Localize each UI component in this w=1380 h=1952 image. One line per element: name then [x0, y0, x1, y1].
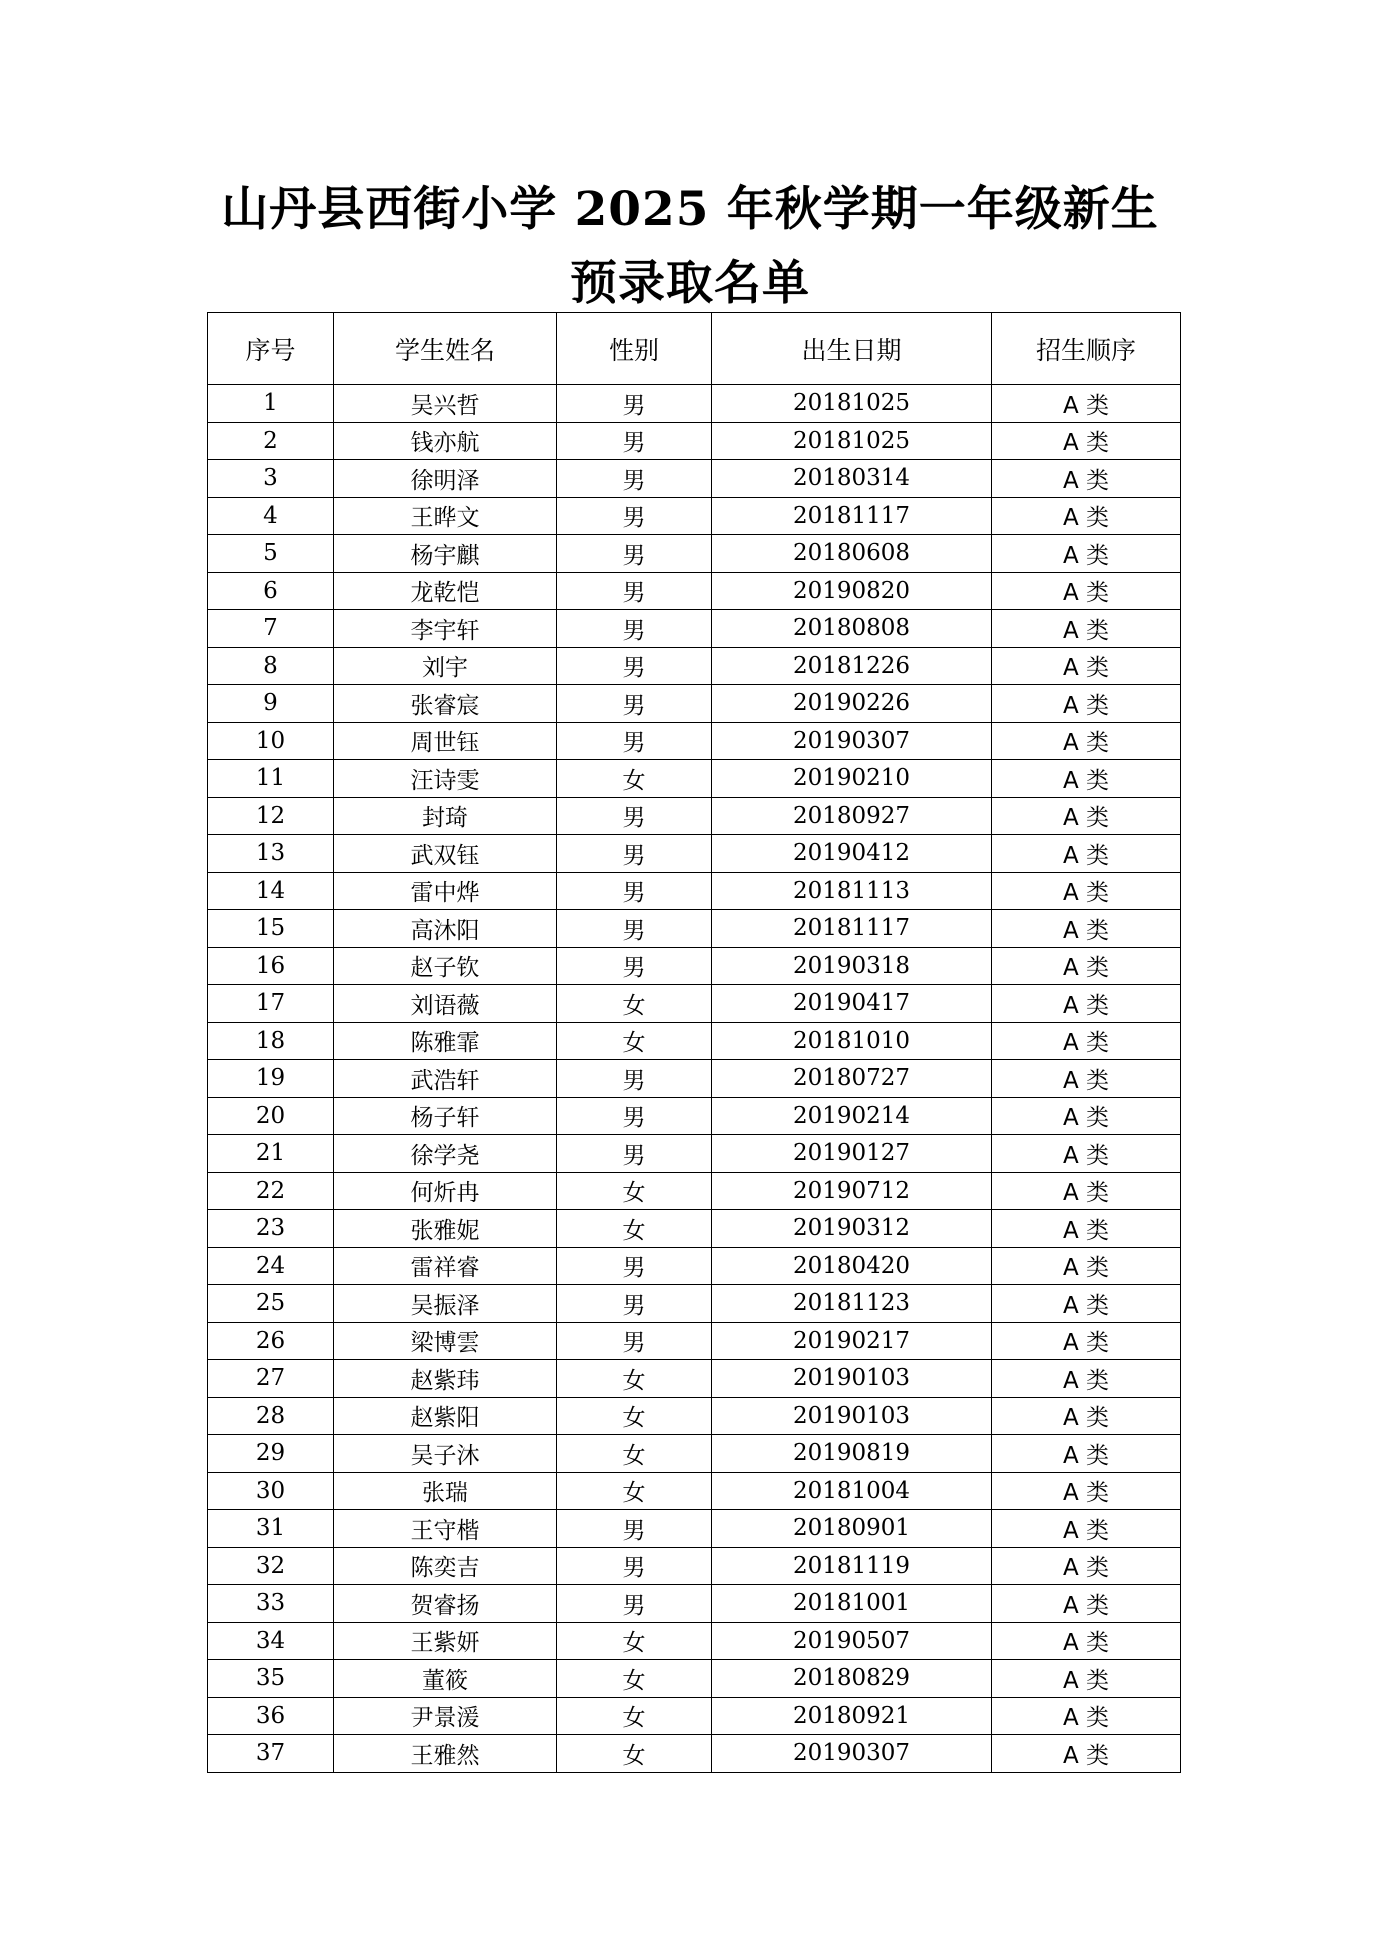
- cell-gender: 男: [557, 1547, 712, 1585]
- cell-birth-date: 20181123: [712, 1285, 992, 1323]
- cell-serial-number: 15: [208, 910, 334, 948]
- cell-serial-number: 10: [208, 722, 334, 760]
- cell-serial-number: 22: [208, 1172, 334, 1210]
- table-row: [208, 1435, 1181, 1473]
- cell-enrollment-order: A 类: [992, 1585, 1181, 1623]
- cell-serial-number: 1: [208, 385, 334, 423]
- cell-student-name: 吴子沐: [334, 1435, 557, 1473]
- cell-enrollment-order: A 类: [992, 385, 1181, 423]
- cell-student-name: 封琦: [334, 797, 557, 835]
- cell-gender: 男: [557, 610, 712, 648]
- cell-gender: 男: [557, 685, 712, 723]
- cell-enrollment-order: A 类: [992, 1472, 1181, 1510]
- cell-student-name: 董筱: [334, 1660, 557, 1698]
- cell-gender: 男: [557, 835, 712, 873]
- table-row: [208, 947, 1181, 985]
- cell-gender: 男: [557, 910, 712, 948]
- cell-gender: 男: [557, 572, 712, 610]
- cell-enrollment-order: A 类: [992, 647, 1181, 685]
- cell-enrollment-order: A 类: [992, 1697, 1181, 1735]
- cell-birth-date: 20190820: [712, 572, 992, 610]
- cell-gender: 男: [557, 1285, 712, 1323]
- table-row: [208, 1285, 1181, 1323]
- cell-gender: 男: [557, 1322, 712, 1360]
- cell-serial-number: 16: [208, 947, 334, 985]
- table-row: [208, 797, 1181, 835]
- cell-student-name: 武浩轩: [334, 1060, 557, 1098]
- table-row: [208, 497, 1181, 535]
- cell-enrollment-order: A 类: [992, 1172, 1181, 1210]
- table-row: [208, 460, 1181, 498]
- cell-serial-number: 29: [208, 1435, 334, 1473]
- cell-enrollment-order: A 类: [992, 610, 1181, 648]
- cell-student-name: 贺睿扬: [334, 1585, 557, 1623]
- cell-gender: 女: [557, 1172, 712, 1210]
- table-row: [208, 385, 1181, 423]
- cell-birth-date: 20190103: [712, 1397, 992, 1435]
- cell-serial-number: 7: [208, 610, 334, 648]
- cell-birth-date: 20180420: [712, 1247, 992, 1285]
- cell-student-name: 吴兴哲: [334, 385, 557, 423]
- cell-gender: 女: [557, 1472, 712, 1510]
- document-title-line1: 山丹县西街小学 2025 年秋学期一年级新生: [221, 182, 1159, 237]
- cell-serial-number: 12: [208, 797, 334, 835]
- cell-gender: 男: [557, 1097, 712, 1135]
- cell-serial-number: 31: [208, 1510, 334, 1548]
- cell-enrollment-order: A 类: [992, 422, 1181, 460]
- cell-birth-date: 20180727: [712, 1060, 992, 1098]
- cell-birth-date: 20181004: [712, 1472, 992, 1510]
- cell-birth-date: 20190103: [712, 1360, 992, 1398]
- cell-enrollment-order: A 类: [992, 1397, 1181, 1435]
- cell-enrollment-order: A 类: [992, 1547, 1181, 1585]
- cell-student-name: 陈雅霏: [334, 1022, 557, 1060]
- cell-student-name: 徐学尧: [334, 1135, 557, 1173]
- table-row: [208, 1060, 1181, 1098]
- cell-enrollment-order: A 类: [992, 1622, 1181, 1660]
- table-row: [208, 1022, 1181, 1060]
- cell-serial-number: 20: [208, 1097, 334, 1135]
- cell-birth-date: 20190412: [712, 835, 992, 873]
- cell-birth-date: 20190507: [712, 1622, 992, 1660]
- cell-student-name: 张睿宸: [334, 685, 557, 723]
- cell-birth-date: 20180921: [712, 1697, 992, 1735]
- cell-student-name: 刘宇: [334, 647, 557, 685]
- cell-serial-number: 32: [208, 1547, 334, 1585]
- cell-serial-number: 14: [208, 872, 334, 910]
- cell-birth-date: 20190312: [712, 1210, 992, 1248]
- admission-list-table: [207, 312, 1181, 1773]
- cell-birth-date: 20190712: [712, 1172, 992, 1210]
- table-row: [208, 1172, 1181, 1210]
- cell-birth-date: 20190417: [712, 985, 992, 1023]
- cell-serial-number: 36: [208, 1697, 334, 1735]
- cell-serial-number: 26: [208, 1322, 334, 1360]
- cell-student-name: 梁博雲: [334, 1322, 557, 1360]
- cell-birth-date: 20181226: [712, 647, 992, 685]
- table-row: [208, 1472, 1181, 1510]
- cell-enrollment-order: A 类: [992, 460, 1181, 498]
- cell-gender: 男: [557, 385, 712, 423]
- cell-gender: 女: [557, 1397, 712, 1435]
- cell-birth-date: 20190217: [712, 1322, 992, 1360]
- cell-birth-date: 20181117: [712, 497, 992, 535]
- cell-student-name: 高沐阳: [334, 910, 557, 948]
- table-row: [208, 422, 1181, 460]
- cell-student-name: 王晔文: [334, 497, 557, 535]
- cell-serial-number: 8: [208, 647, 334, 685]
- cell-serial-number: 3: [208, 460, 334, 498]
- cell-enrollment-order: A 类: [992, 947, 1181, 985]
- header-serial-number: 序号: [208, 313, 334, 385]
- cell-enrollment-order: A 类: [992, 872, 1181, 910]
- table-row: [208, 722, 1181, 760]
- cell-student-name: 王紫妍: [334, 1622, 557, 1660]
- cell-birth-date: 20180314: [712, 460, 992, 498]
- cell-enrollment-order: A 类: [992, 1210, 1181, 1248]
- cell-gender: 男: [557, 797, 712, 835]
- cell-enrollment-order: A 类: [992, 1735, 1181, 1773]
- cell-enrollment-order: A 类: [992, 1097, 1181, 1135]
- cell-enrollment-order: A 类: [992, 1510, 1181, 1548]
- cell-gender: 女: [557, 1660, 712, 1698]
- cell-serial-number: 5: [208, 535, 334, 573]
- cell-student-name: 汪诗雯: [334, 760, 557, 798]
- table-row: [208, 872, 1181, 910]
- cell-birth-date: 20181010: [712, 1022, 992, 1060]
- cell-student-name: 陈奕吉: [334, 1547, 557, 1585]
- table-row: [208, 572, 1181, 610]
- cell-serial-number: 4: [208, 497, 334, 535]
- cell-birth-date: 20181113: [712, 872, 992, 910]
- cell-enrollment-order: A 类: [992, 1285, 1181, 1323]
- cell-birth-date: 20180808: [712, 610, 992, 648]
- cell-gender: 男: [557, 1135, 712, 1173]
- cell-serial-number: 34: [208, 1622, 334, 1660]
- cell-student-name: 吴振泽: [334, 1285, 557, 1323]
- cell-student-name: 何炘冉: [334, 1172, 557, 1210]
- cell-gender: 男: [557, 460, 712, 498]
- cell-student-name: 雷祥睿: [334, 1247, 557, 1285]
- table-row: [208, 1660, 1181, 1698]
- cell-enrollment-order: A 类: [992, 910, 1181, 948]
- cell-student-name: 赵紫玮: [334, 1360, 557, 1398]
- cell-student-name: 赵紫阳: [334, 1397, 557, 1435]
- cell-student-name: 张瑞: [334, 1472, 557, 1510]
- cell-student-name: 尹景湲: [334, 1697, 557, 1735]
- cell-serial-number: 23: [208, 1210, 334, 1248]
- table-row: [208, 1585, 1181, 1623]
- cell-student-name: 王雅然: [334, 1735, 557, 1773]
- cell-gender: 女: [557, 1360, 712, 1398]
- cell-enrollment-order: A 类: [992, 722, 1181, 760]
- cell-birth-date: 20190214: [712, 1097, 992, 1135]
- cell-serial-number: 18: [208, 1022, 334, 1060]
- table-row: [208, 835, 1181, 873]
- cell-gender: 男: [557, 647, 712, 685]
- cell-enrollment-order: A 类: [992, 535, 1181, 573]
- cell-gender: 男: [557, 1585, 712, 1623]
- cell-enrollment-order: A 类: [992, 497, 1181, 535]
- cell-birth-date: 20180927: [712, 797, 992, 835]
- header-student-name: 学生姓名: [334, 313, 557, 385]
- table-body: [208, 385, 1181, 1773]
- cell-serial-number: 25: [208, 1285, 334, 1323]
- cell-birth-date: 20181025: [712, 422, 992, 460]
- cell-birth-date: 20190819: [712, 1435, 992, 1473]
- cell-serial-number: 21: [208, 1135, 334, 1173]
- cell-birth-date: 20190307: [712, 722, 992, 760]
- cell-serial-number: 9: [208, 685, 334, 723]
- cell-student-name: 钱亦航: [334, 422, 557, 460]
- cell-enrollment-order: A 类: [992, 1322, 1181, 1360]
- table-row: [208, 1397, 1181, 1435]
- cell-serial-number: 37: [208, 1735, 334, 1773]
- cell-enrollment-order: A 类: [992, 1435, 1181, 1473]
- table-row: [208, 647, 1181, 685]
- cell-enrollment-order: A 类: [992, 835, 1181, 873]
- cell-student-name: 龙乾恺: [334, 572, 557, 610]
- cell-student-name: 赵子钦: [334, 947, 557, 985]
- cell-gender: 女: [557, 1735, 712, 1773]
- table-row: [208, 1622, 1181, 1660]
- cell-student-name: 王守楷: [334, 1510, 557, 1548]
- table-row: [208, 535, 1181, 573]
- table-row: [208, 1697, 1181, 1735]
- cell-gender: 女: [557, 1435, 712, 1473]
- cell-student-name: 杨子轩: [334, 1097, 557, 1135]
- cell-student-name: 刘语薇: [334, 985, 557, 1023]
- cell-serial-number: 11: [208, 760, 334, 798]
- cell-gender: 男: [557, 1510, 712, 1548]
- cell-birth-date: 20180608: [712, 535, 992, 573]
- cell-birth-date: 20181001: [712, 1585, 992, 1623]
- cell-gender: 男: [557, 947, 712, 985]
- cell-enrollment-order: A 类: [992, 1022, 1181, 1060]
- cell-birth-date: 20181025: [712, 385, 992, 423]
- table-header-row: [208, 313, 1181, 385]
- table-row: [208, 1735, 1181, 1773]
- cell-student-name: 周世钰: [334, 722, 557, 760]
- cell-enrollment-order: A 类: [992, 797, 1181, 835]
- cell-enrollment-order: A 类: [992, 1135, 1181, 1173]
- cell-serial-number: 28: [208, 1397, 334, 1435]
- cell-birth-date: 20190318: [712, 947, 992, 985]
- cell-serial-number: 13: [208, 835, 334, 873]
- table-row: [208, 910, 1181, 948]
- cell-gender: 男: [557, 1060, 712, 1098]
- cell-student-name: 徐明泽: [334, 460, 557, 498]
- header-birth-date: 出生日期: [712, 313, 992, 385]
- cell-serial-number: 27: [208, 1360, 334, 1398]
- cell-birth-date: 20190307: [712, 1735, 992, 1773]
- cell-gender: 男: [557, 1247, 712, 1285]
- table-row: [208, 1097, 1181, 1135]
- table-row: [208, 685, 1181, 723]
- cell-gender: 男: [557, 422, 712, 460]
- document-title-line2: 预录取名单: [570, 256, 810, 311]
- cell-gender: 男: [557, 497, 712, 535]
- cell-enrollment-order: A 类: [992, 685, 1181, 723]
- cell-enrollment-order: A 类: [992, 1360, 1181, 1398]
- cell-student-name: 张雅妮: [334, 1210, 557, 1248]
- cell-gender: 女: [557, 1022, 712, 1060]
- table-row: [208, 610, 1181, 648]
- cell-birth-date: 20180829: [712, 1660, 992, 1698]
- table-row: [208, 985, 1181, 1023]
- cell-serial-number: 30: [208, 1472, 334, 1510]
- cell-serial-number: 6: [208, 572, 334, 610]
- cell-student-name: 杨宇麒: [334, 535, 557, 573]
- cell-gender: 女: [557, 985, 712, 1023]
- cell-gender: 女: [557, 1622, 712, 1660]
- table-row: [208, 1510, 1181, 1548]
- cell-birth-date: 20190210: [712, 760, 992, 798]
- header-enrollment-order: 招生顺序: [992, 313, 1181, 385]
- cell-gender: 男: [557, 722, 712, 760]
- table-row: [208, 760, 1181, 798]
- cell-gender: 男: [557, 535, 712, 573]
- cell-gender: 女: [557, 1210, 712, 1248]
- table-row: [208, 1547, 1181, 1585]
- cell-birth-date: 20190226: [712, 685, 992, 723]
- cell-serial-number: 19: [208, 1060, 334, 1098]
- header-gender: 性别: [557, 313, 712, 385]
- cell-enrollment-order: A 类: [992, 985, 1181, 1023]
- cell-enrollment-order: A 类: [992, 1247, 1181, 1285]
- table-row: [208, 1135, 1181, 1173]
- cell-serial-number: 35: [208, 1660, 334, 1698]
- cell-serial-number: 2: [208, 422, 334, 460]
- table-row: [208, 1210, 1181, 1248]
- cell-birth-date: 20190127: [712, 1135, 992, 1173]
- cell-enrollment-order: A 类: [992, 572, 1181, 610]
- cell-serial-number: 24: [208, 1247, 334, 1285]
- cell-serial-number: 33: [208, 1585, 334, 1623]
- cell-gender: 女: [557, 760, 712, 798]
- cell-enrollment-order: A 类: [992, 1660, 1181, 1698]
- table-row: [208, 1247, 1181, 1285]
- cell-birth-date: 20181119: [712, 1547, 992, 1585]
- cell-student-name: 雷中烨: [334, 872, 557, 910]
- cell-gender: 女: [557, 1697, 712, 1735]
- cell-student-name: 武双钰: [334, 835, 557, 873]
- cell-enrollment-order: A 类: [992, 1060, 1181, 1098]
- cell-birth-date: 20181117: [712, 910, 992, 948]
- cell-enrollment-order: A 类: [992, 760, 1181, 798]
- cell-birth-date: 20180901: [712, 1510, 992, 1548]
- table-row: [208, 1360, 1181, 1398]
- cell-gender: 男: [557, 872, 712, 910]
- table-row: [208, 1322, 1181, 1360]
- cell-serial-number: 17: [208, 985, 334, 1023]
- cell-student-name: 李宇轩: [334, 610, 557, 648]
